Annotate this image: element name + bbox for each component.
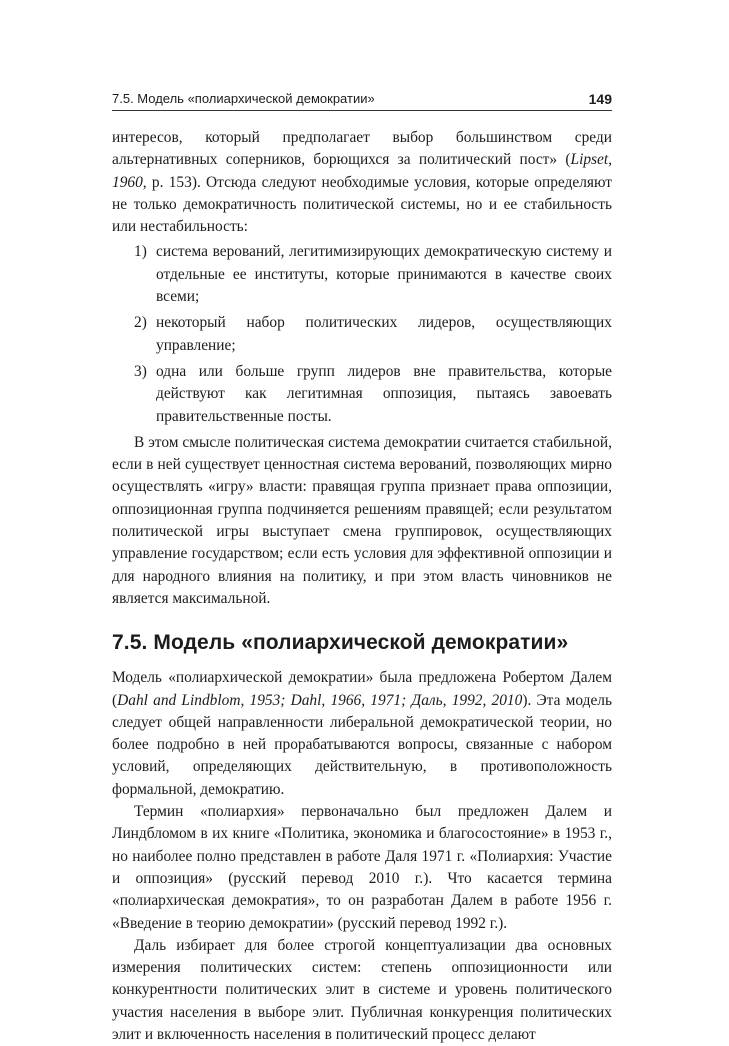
paragraph: Даль избирает для более строгой концептуализации два основных измерения политических систем: степень оппозиционности или конкурентности политических элит в системе и уровень политического участия населения в выборе элит. Публичная конкуренция политических элит и включенность населения в политический процесс делают	[112, 936, 612, 1043]
list-item	[112, 312, 612, 357]
paragraph: Термин «полиархия» первоначально был предложен Далем и Линдбломом в их книге «Политика, экономика и благосостояние» в 1953 г., но наиболее полно представлен в работе Даля 1971 г. «Полиархия: Участие и оппозиция» (русский перевод 2010 г.). Что касается термина «полиархическая демократия», то он разработан Далем в работе 1956 г. «Введение в теорию демократии» (русский перевод 1992 г.).	[112, 803, 612, 932]
list-item	[112, 361, 612, 428]
running-header	[112, 88, 612, 111]
page-number: 149	[588, 91, 612, 107]
section-heading: 7.5. Модель «полиархической демократии»	[112, 631, 569, 655]
list-marker: 2)	[134, 314, 147, 332]
citation: Dahl and Lindblom, 1953; Dahl, 1966, 1971; Даль, 1992, 2010	[117, 691, 523, 709]
page-body	[112, 127, 612, 1046]
conditions-list	[112, 241, 612, 427]
running-header-title: 7.5. Модель «полиархической демократии»	[112, 91, 375, 106]
citation: Lipset, 1960,	[112, 151, 612, 191]
list-item-text: система верований, легитимизирующих демократическую систему и отдельные ее институты, которые принимаются в качестве своих всеми;	[156, 243, 612, 306]
list-item-text: одна или больше групп лидеров вне правительства, которые действуют как легитимная оппозиция, пытаясь завоевать правительственные посты.	[156, 362, 612, 425]
paragraph-text: Модель «полиархической демократии» была предложена Робертом Далем (	[112, 669, 612, 709]
book-page	[112, 88, 612, 1046]
paragraph-text: ). Эта модель следует общей направленности либеральной демократической теории, но более подробно в ней прорабатываются вопросы, связанные с набором условий, определяющих действительную, в противоположность формальной, демократию.	[112, 691, 612, 798]
paragraph: В этом смысле политическая система демократии считается стабильной, если в ней существует ценностная система верований, позволяющих мирно осуществлять «игру» власти: правящая группа признает права оппозиции, оппозиционная группа подчиняется решениям правящей; если результатом политической игры выступает смена группировок, осуществляющих управление государством; если есть условия для эффективной оппозиции и для народного влияния на политику, и при этом власть чиновников не является максимальной.	[112, 433, 612, 607]
paragraph	[112, 667, 612, 801]
list-marker: 1)	[134, 243, 147, 261]
paragraph-text: интересов, который предполагает выбор большинством среди альтернативных соперников, борющихся за политический пост» (	[112, 129, 612, 169]
list-item-text: некоторый набор политических лидеров, осуществляющих управление;	[156, 314, 612, 354]
paragraph-text: p. 153). Отсюда следуют необходимые условия, которые определяют не только демократичность политической системы, но и ее стабильность или нестабильность:	[112, 173, 612, 236]
paragraph-continuation	[112, 127, 612, 238]
list-marker: 3)	[134, 362, 147, 380]
list-item	[112, 241, 612, 308]
